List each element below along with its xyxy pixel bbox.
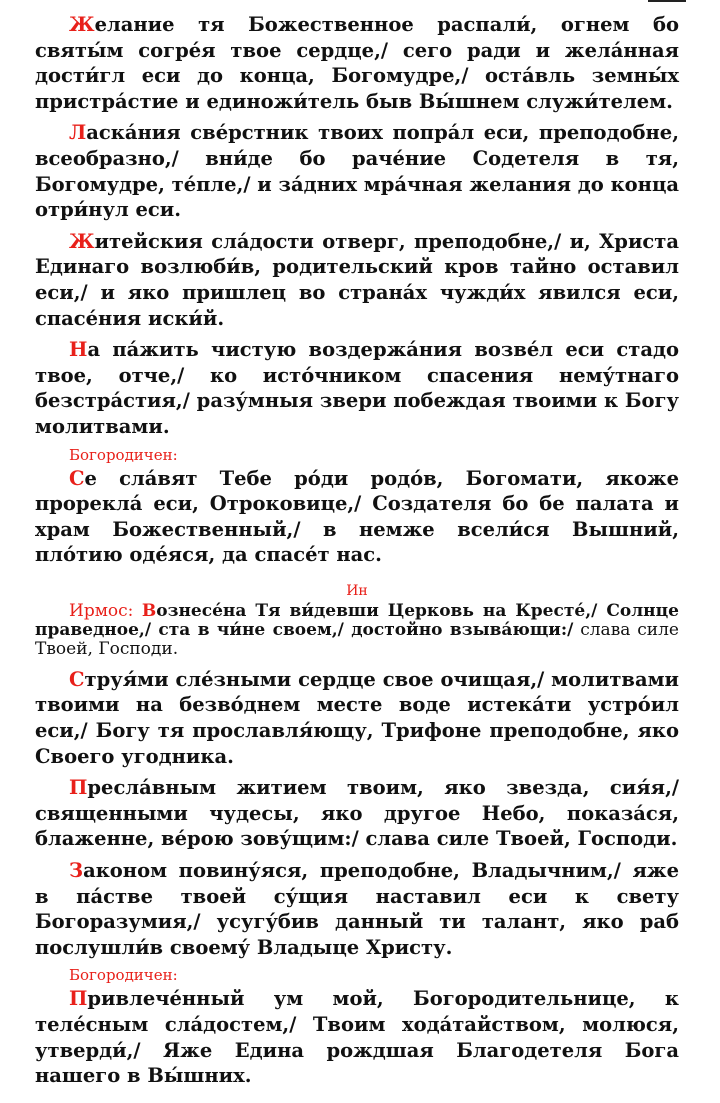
drop-initial: Л (69, 121, 87, 145)
irmos (35, 602, 679, 659)
drop-initial: Ж (69, 13, 95, 36)
in-label: Ин (346, 582, 368, 599)
irmos-text: ознесе́на Тя ви́девши Церковь на Кресте́,/ Солнце праведное,/ ста в чи́не своем,/ достойно взыва́ющи:/ (35, 600, 679, 640)
troparion-text: а па́жить чистую воздержа́ния возве́л еси стадо твое, отче,/ ко исто́чником спасения нему́тнаго безстра́стия,/ разу́мныя звери побеждая твоими к Богу молитвами. (35, 338, 679, 438)
troparion-text: елание тя Божественное распали́, огнем бо святы́м согре́я твое сердце,/ сего ради и жела́нная дости́гл еси до конца, Богомудре,/ оста́вль земны́х пристра́стие и единожи́тель быв Вы́шнем служи́телем. (35, 13, 679, 113)
troparion-6 (35, 775, 679, 852)
drop-initial: П (69, 776, 88, 800)
troparion-7 (35, 858, 679, 960)
troparion-1 (35, 12, 679, 114)
page-header-rule (648, 0, 686, 2)
troparion-2 (35, 120, 679, 222)
troparion-text: аска́ния све́рстник твоих попра́л еси, преподобне, всеобразно,/ вни́де бо раче́ние Содетеля в тя, Богомудре, те́пле,/ и за́дних мра́чная желания до конца отри́нул еси. (35, 121, 679, 222)
troparion-text: итейския сла́дости отверг, преподобне,/ и, Христа Единаго возлюби́в, родительский кров тайно оставил еси,/ и яко пришлец во страна́х чужди́х явился еси, спасе́ния иски́й. (35, 229, 679, 330)
drop-initial: Ж (69, 229, 95, 253)
troparion-4 (35, 337, 679, 439)
drop-initial: С (69, 667, 85, 691)
troparion-text: труя́ми сле́зными сердце свое очищая,/ молитвами твоими на безво́днем месте воде истека́ти устро́ил еси,/ Богу тя прославля́ющу, Трифоне преподобне, яко Своего угодника. (35, 667, 679, 768)
bogorodichen-2 (35, 986, 679, 1088)
drop-initial: В (141, 600, 157, 621)
irmos-refrain: слава силе Твоей, Господи. (35, 619, 679, 659)
bogorodichen-label: Богородичен: (69, 966, 178, 985)
drop-initial: Н (69, 338, 88, 362)
drop-initial: С (69, 466, 85, 490)
troparion-text: аконом повину́яся, преподобне, Владычним,/ яже в па́стве твоей су́щия наставил еси к свету Богоразумия,/ усугу́бив данный ти талант, яко раб послушли́в своему́ Владыце Христу. (35, 859, 679, 959)
troparion-3 (35, 229, 679, 331)
irmos-label: Ирмос: (69, 600, 142, 621)
troparion-text: ресла́вным житием твоим, яко звезда, сия́я,/ священными чудесы, яко другое Небо, показа́ся, блаженне, ве́рою зову́щим:/ слава силе Твоей, Господи. (35, 776, 679, 851)
troparion-5 (35, 667, 679, 769)
troparion-text: ривлече́нный ум мой, Богородительнице, к теле́сным сла́достем,/ Твоим хода́тайством, молюся, утверди́,/ Яже Едина рождшая Благодетеля Бога нашего в Вы́шних. (35, 987, 679, 1088)
drop-initial: З (69, 859, 84, 883)
bogorodichen-label: Богородичен: (69, 445, 178, 464)
bogorodichen-1 (35, 466, 679, 568)
troparion-text: е сла́вят Тебе ро́ди родо́в, Богомати, якоже прорекла́ еси, Отроковице,/ Создателя бо бе палата и храм Божественный,/ в немже всели́ся Вышний, пло́тию оде́яся, да спасе́т нас. (35, 466, 679, 567)
drop-initial: П (69, 987, 88, 1011)
text-page (35, 12, 679, 1095)
